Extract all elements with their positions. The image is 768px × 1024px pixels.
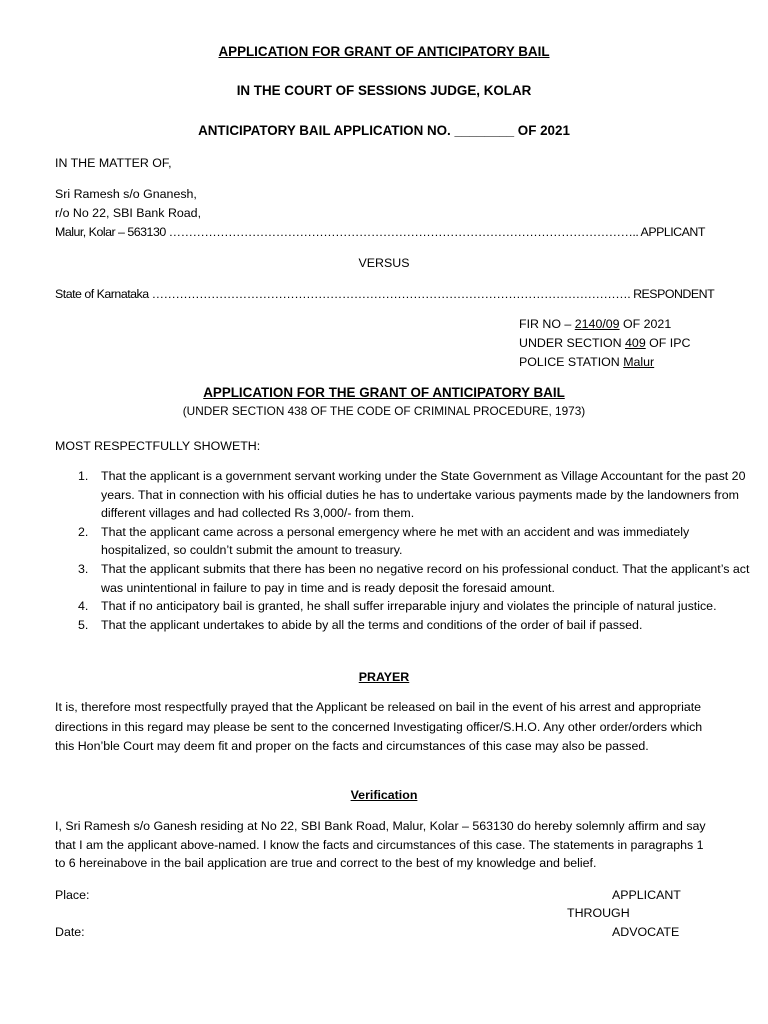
applicant-address-line: r/o No 22, SBI Bank Road, xyxy=(55,206,202,220)
verification-text: I, Sri Ramesh s/o Ganesh residing at No 22, SBI Bank Road, Malur, Kolar – 563130 do hereby solemnly affirm and say that I am the applicant above-named. I know the facts and circumstances of this case. The statements in paragraphs 1 to 6 hereinabove in the bail application are true and correct to the best of my knowledge and belief. xyxy=(55,819,706,871)
prayer-heading: PRAYER xyxy=(358,670,410,684)
matter-intro: IN THE MATTER OF, xyxy=(55,156,172,170)
court-name: IN THE COURT OF SESSIONS JUDGE, KOLAR xyxy=(236,83,532,98)
applicant-line: Malur, Kolar – 563130 ……………………………………………………………………………………………………….. APPLICANT xyxy=(55,225,705,239)
list-item: 2. That the applicant came across a personal emergency where he met with an accident and was immediately hospitalized, so couldn’t submit the amount to treasury. xyxy=(78,524,690,558)
verification-heading: Verification xyxy=(350,788,418,802)
document-title: APPLICATION FOR GRANT OF ANTICIPATORY BAIL xyxy=(218,44,550,59)
place-label: Place: xyxy=(55,888,90,902)
applicant-signature-label: APPLICANT xyxy=(612,888,681,902)
section-number: UNDER SECTION 409 OF IPC xyxy=(519,336,691,350)
showeth-label: MOST RESPECTFULLY SHOWETH: xyxy=(55,439,261,453)
prayer-text: It is, therefore most respectfully prayed that the Applicant be released on bail in the event of his arrest and appropriate directions in this regard may please be sent to the concerned Investigating officer/S.H.O. Any other order/orders which this Hon’ble Court may deem fit and proper on the facts and circumstances of this case may also be passed. xyxy=(55,700,703,754)
list-item: 4. That if no anticipatory bail is granted, he shall suffer irreparable injury and violates the principle of natural justice. xyxy=(78,599,717,614)
respondent-line: State of Karnataka …………………………………………………………………………………………………………. RESPONDENT xyxy=(55,287,715,301)
through-label: THROUGH xyxy=(567,906,630,920)
application-heading: APPLICATION FOR THE GRANT OF ANTICIPATORY BAIL xyxy=(203,385,565,400)
applicant-name: Sri Ramesh s/o Gnanesh, xyxy=(55,187,197,201)
date-label: Date: xyxy=(55,925,85,939)
list-item: 1. That the applicant is a government servant working under the State Government as Village Accountant for the past 20 years. That in connection with his official duties he has to undertake various payments made by the landowners from different villages and had collected Rs 3,000/- from them. xyxy=(78,469,746,521)
advocate-label: ADVOCATE xyxy=(612,925,680,939)
fir-number: FIR NO – 2140/09 OF 2021 xyxy=(519,317,672,331)
police-station: POLICE STATION Malur xyxy=(519,355,655,369)
application-number: ANTICIPATORY BAIL APPLICATION NO. ________ OF 2021 xyxy=(198,123,570,138)
application-subheading: (UNDER SECTION 438 OF THE CODE OF CRIMINAL PROCEDURE, 1973) xyxy=(182,404,586,418)
list-item: 3. That the applicant submits that there has been no negative record on his professional conduct. That the applicant’s act was unintentional in failure to pay in time and is ready deposit the foresaid amount. xyxy=(78,561,750,595)
versus-label: VERSUS xyxy=(358,256,410,270)
numbered-points xyxy=(55,467,761,634)
list-item: 5. That the applicant undertakes to abide by all the terms and conditions of the order of bail if passed. xyxy=(78,617,643,632)
